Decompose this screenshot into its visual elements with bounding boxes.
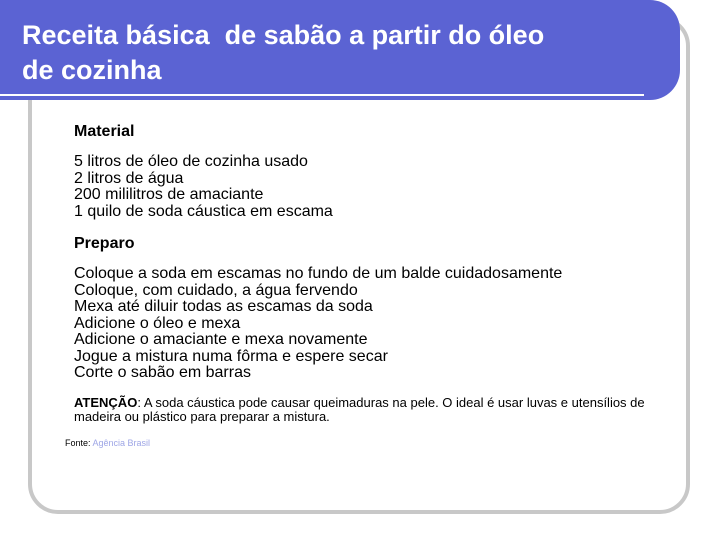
title-bar (0, 0, 680, 100)
source-link[interactable]: Agência Brasil (92, 438, 151, 448)
source-credit (65, 437, 150, 449)
material-item: 200 mililitros de amaciante (74, 186, 264, 203)
preparo-step: Coloque, com cuidado, a água fervendo (74, 281, 358, 299)
material-item: 5 litros de óleo de cozinha usado (74, 153, 308, 170)
preparo-heading: Preparo (74, 235, 135, 252)
slide-title: Receita básica de sabão a partir do óleo de cozinha (22, 20, 545, 85)
preparo-step: Adicione o óleo e mexa (74, 314, 241, 332)
source-label: Fonte: (65, 438, 93, 448)
warning-note (74, 396, 674, 424)
preparo-list (74, 266, 674, 382)
preparo-step: Jogue a mistura numa fôrma e espere secar (74, 347, 388, 365)
title-divider (0, 94, 644, 96)
preparo-step: Corte o sabão em barras (74, 364, 251, 381)
preparo-step: Adicione o amaciante e mexa novamente (74, 331, 368, 348)
warning-text: : A soda cáustica pode causar queimaduras na pele. O ideal é usar luvas e utensílios de madeira ou plástico para preparar a mistura. (74, 394, 645, 424)
preparo-step: Coloque a soda em escamas no fundo de um balde cuidadosamente (74, 265, 563, 282)
preparo-step: Mexa até diluir todas as escamas da soda (74, 298, 373, 315)
material-item: 1 quilo de soda cáustica em escama (74, 202, 333, 220)
material-list (74, 154, 674, 220)
material-heading: Material (74, 123, 135, 140)
material-item: 2 litros de água (74, 169, 184, 187)
slide-body (74, 122, 674, 424)
warning-label: ATENÇÃO (74, 394, 138, 410)
